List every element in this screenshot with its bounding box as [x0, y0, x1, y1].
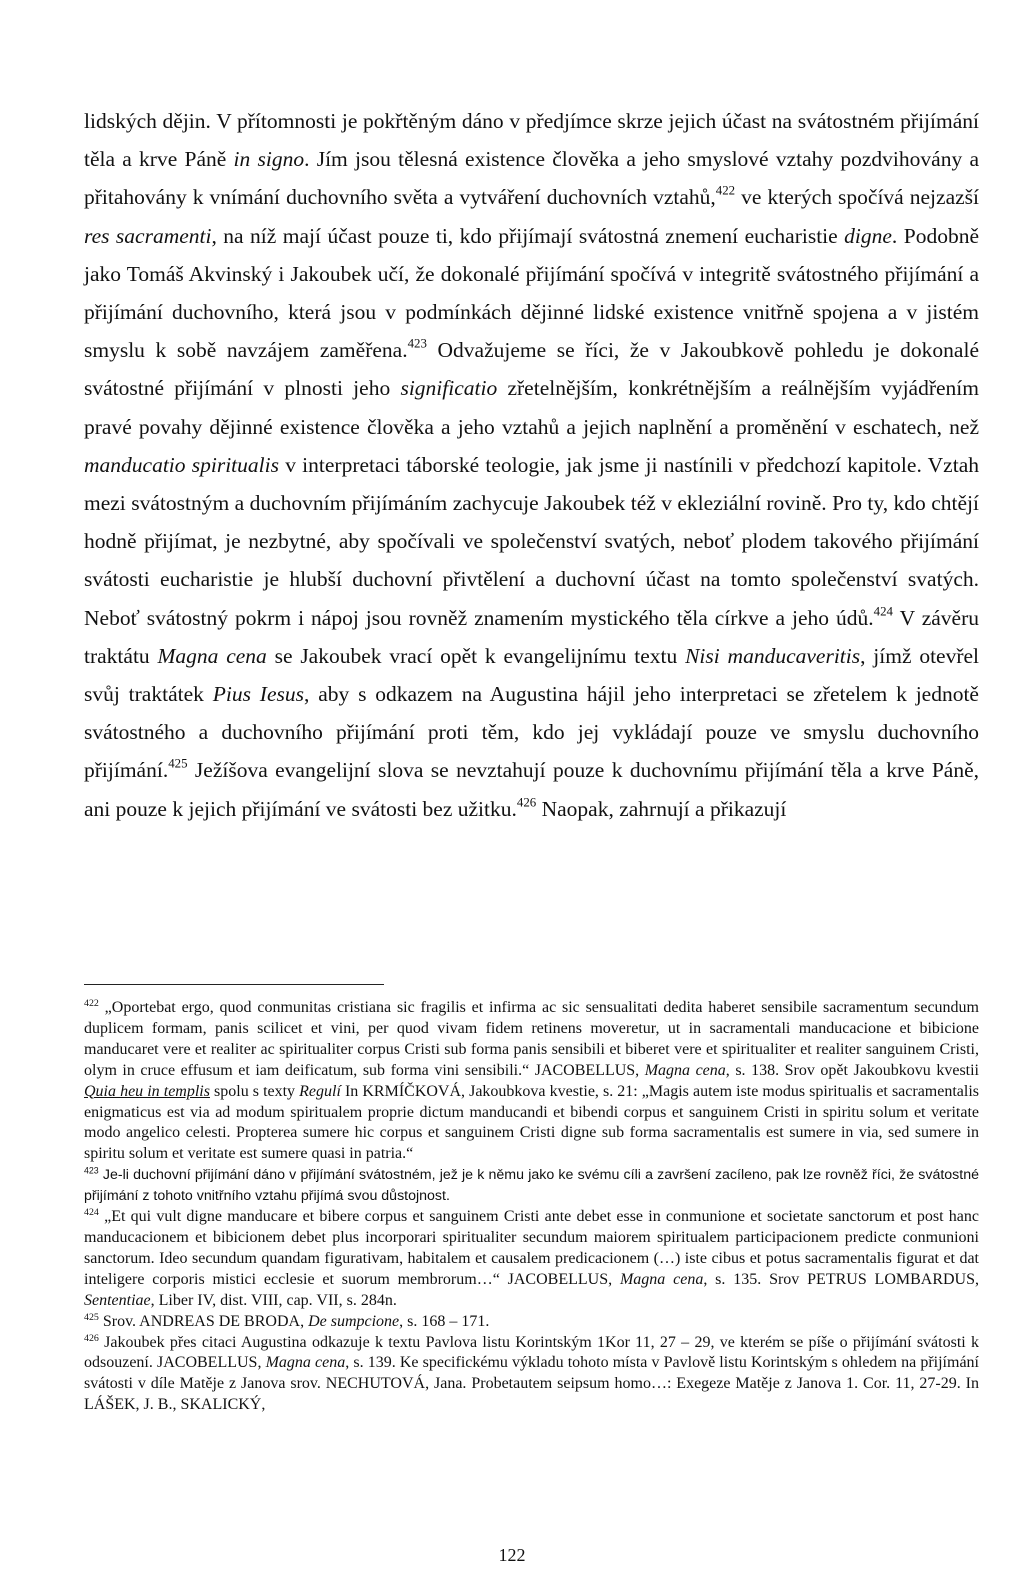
footnote-422: $^{422}$ „Oportebat ergo, quod conmunitas cristiana sic fragilis et infirma ac sic sensualitati dedita haberet sensibile sacramentum secundum duplicem formam, panis scilicet et vini, per quod vivam fidem retinens moveretur, ut in sacramentali manducacione et bibicione manducaret vere et realiter ac spiritualiter corpus Cristi sub forma panis sensibili et biberet vere et spiritualiter et realiter sanguinem Cristi, olym in cruce effusum et iam deificatum, sub forma vini sensibili.“ JACOBELLUS, Magna cena, s. 138. Srov opět Jakoubkovu kvestii Quia heu in templis spolu s texty Regulí In KRMÍČKOVÁ, Jakoubkova kvestie, s. 21: „Magis autem iste modus spiritualis et sacramentalis enigmaticus est via ad modum spiritualem proprie dictum manducandi et bibendi corpus et sanguinem Cristi in spiritu solum et veritate modo angelico celesti. Propterea sumere hic corpus et sanguinem Cristi digne sub forma sacramentalis est sumere in via, sed sumere in spiritu solum et veritate est sumere quasi in patria.“ [84, 998, 980, 1163]
footnote-ref-422[interactable]: 422 [715, 183, 736, 198]
footnote-425: $^{425}$ Srov. ANDREAS DE BRODA, De sumpcione, s. 168 – 171. [84, 1311, 490, 1330]
footnote-number: 426 [84, 1332, 99, 1344]
main-text [84, 102, 979, 828]
footnote-number: 425 [84, 1311, 99, 1323]
footnote-number: 422 [84, 998, 99, 1010]
footnotes [84, 998, 979, 1416]
footnote-number: 424 [84, 1207, 99, 1219]
footnote-424: $^{424}$ „Et qui vult digne manducare et bibere corpus et sanguinem Cristi ante debet esse in conmunione et societate sanctorum et post hanc manducacionem et bibicionem debet plus incorporari spiritualiter secundum maiorem spiritualem participacionem predicte conmunioni sanctorum. Ideo secundum quandam figurativam, habitalem et causalem predicacionem (…) iste cibus et potus sacramentalis figurat et dat inteligere corporis mistici ecclesie et suorum membrorum…“ JACOBELLUS, Magna cena, s. 135. Srov PETRUS LOMBARDUS, Sententiae, Liber IV, dist. VIII, cap. VII, s. 284n. [84, 1207, 980, 1309]
footnote-number: 423 [84, 1165, 99, 1176]
footnote-ref-424[interactable]: 424 [873, 603, 893, 618]
footnote-ref-425[interactable]: 425 [168, 756, 188, 771]
footnote-divider [84, 984, 384, 985]
footnote-426: $^{426}$ Jakoubek přes citaci Augustina odkazuje k textu Pavlova listu Korintským 1Kor 11, 27 – 29, ve kterém se píše o přijímání svátosti k odsouzení. JACOBELLUS, Magna cena, s. 139. Ke specifickému výkladu tohoto místa v Pavlově listu Korintským s ohledem na přijímání svátosti v díle Matěje z Janova srov. NECHUTOVÁ, Jana. Probetautem seipsum homo…: Exegeze Matěje z Janova 1. Cor. 11, 27-29. In LÁŠEK, J. B., SKALICKÝ, [84, 1332, 979, 1414]
page-number: 122 [498, 1545, 526, 1565]
footnote-ref-423[interactable]: 423 [407, 336, 427, 351]
main-paragraph: lidských dějin. V přítomnosti je pokřtěným dáno v předjímce skrze jejich účast na svátostném přijímání těla a krve Páně in signo. Jím jsou tělesná existence člověka a jeho smyslové vztahy pozdvihovány a přitahovány k vnímání duchovního světa a vytváření duchovních vztahů,$^{422}$ ve kterých spočívá nejzazší res sacramenti, na níž mají účast pouze ti, kdo přijímají svátostná znemení eucharistie digne. Podobně jako Tomáš Akvinský i Jakoubek učí, že dokonalé přijímání spočívá v integritě svátostného přijímání a přijímání duchovního, která jsou v podmínkách dějinné lidské existence vnitřně spojena a v jistém smyslu k sobě navzájem zaměřena.$^{423}$ Odvažujeme se říci, že v Jakoubkově pohledu je dokonalé svátostné přijímání v plnosti jeho significatio zřetelnějším, konkrétnějším a reálnějším vyjádřením pravé povahy dějinné existence člověka a jeho vztahů a jejich naplnění a proměnění v eschatech, než manducatio spiritualis v interpretaci táborské teologie, jak jsme ji nastínili v předchozí kapitole. Vztah mezi svátostným a duchovním přijímáním zachycuje Jakoubek též v ekleziální rovině. Pro ty, kdo chtějí hodně přijímat, je nezbytné, aby spočívali ve společenství svatých, neboť plodem takového přijímání svátosti eucharistie je hlubší duchovní přivtělení a duchovní účast na tomto společenství svatých. Neboť svátostný pokrm i nápoj jsou rovněž znamením mystického těla církve a jeho údů.$^{424}$ V závěru traktátu Magna cena se Jakoubek vrací opět k evangelijnímu textu Nisi manducaveritis, jímž otevřel svůj traktátek Pius Iesus, aby s odkazem na Augustina hájil jeho interpretaci se zřetelem k jednotě svátostného a duchovního přijímání proti těm, kdo jej vykládají pouze ve smyslu duchovního přijímání.$^{425}$ Ježíšova evangelijní slova se nevztahují pouze k duchovnímu přijímání těla a krve Páně, ani pouze k jejich přijímání ve svátosti bez užitku.$^{426}$ Naopak, zahrnují a přikazují [84, 109, 980, 821]
footnote-ref-426[interactable]: 426 [516, 794, 537, 809]
footnote-423: $^{423}$ Je-li duchovní přijímání dáno v přijímání svátostném, jež je k němu jako ke svému cíli a završení zacíleno, pak lze rovněž říci, že svátostné přijímání z tohoto vnitřního vztahu přijímá svou důstojnost. [84, 1165, 979, 1205]
